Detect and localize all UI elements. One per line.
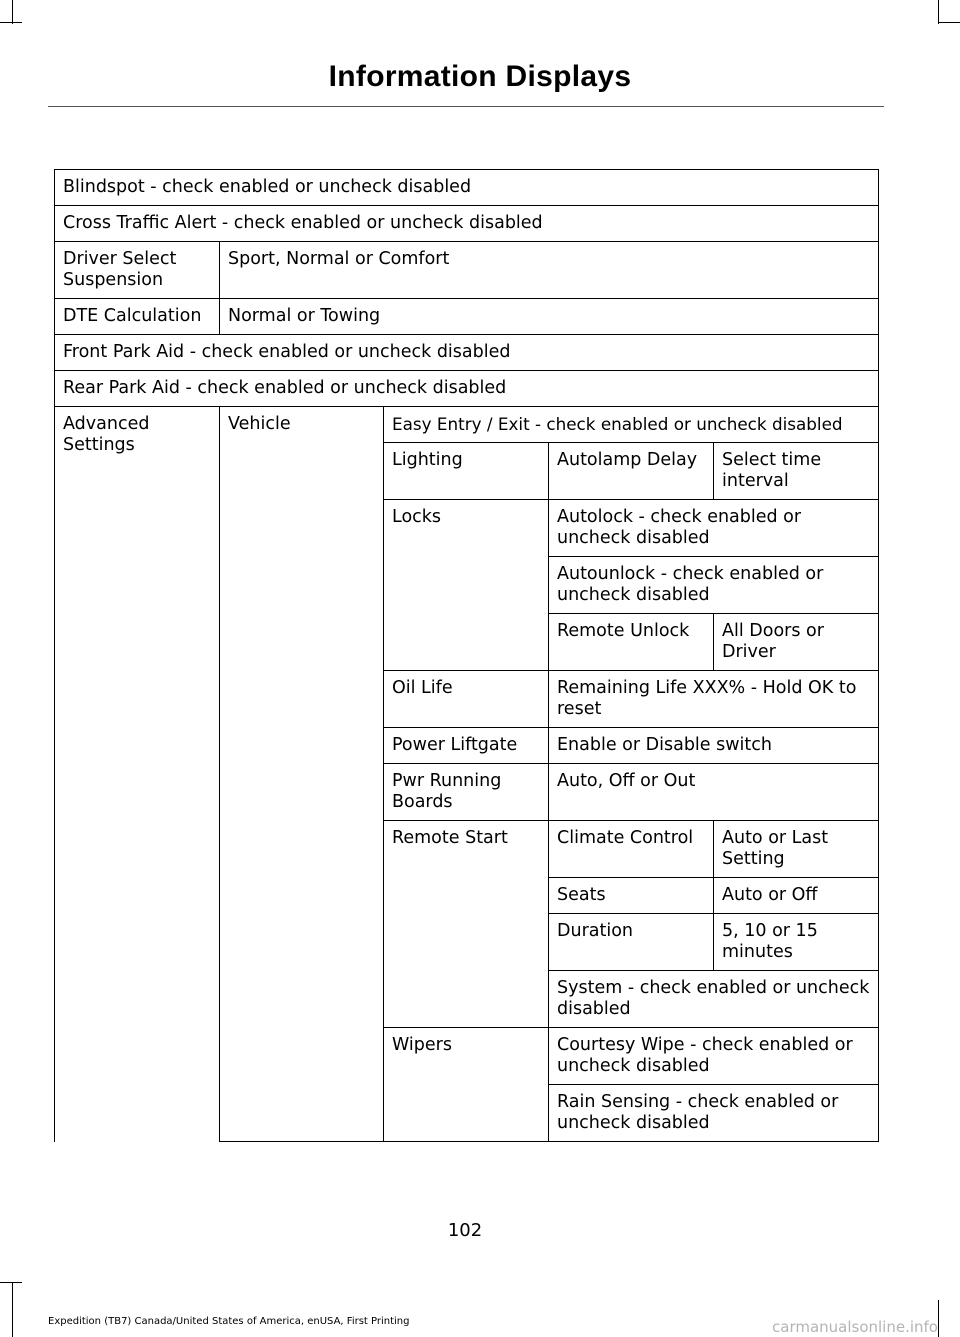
- table-cell: 5, 10 or 15 minutes: [714, 914, 879, 971]
- table-cell: Duration: [549, 914, 714, 971]
- table-cell: Remote Start: [384, 821, 549, 1028]
- table-cell: Front Park Aid - check enabled or uncheck disabled: [55, 335, 879, 371]
- table-cell: Remaining Life XXX% - Hold OK to reset: [549, 671, 879, 728]
- table-cell: Cross Traffic Alert - check enabled or uncheck disabled: [55, 206, 879, 242]
- table-cell: Courtesy Wipe - check enabled or uncheck disabled: [549, 1028, 879, 1085]
- crop-mark: [0, 22, 22, 23]
- table-cell: Auto or Last Setting: [714, 821, 879, 878]
- table-cell: DTE Calculation: [55, 299, 220, 335]
- table-cell: Sport, Normal or Comfort: [220, 242, 879, 299]
- table-cell: Locks: [384, 500, 549, 671]
- table-cell: Enable or Disable switch: [549, 728, 879, 764]
- table-cell: Seats: [549, 878, 714, 914]
- page-title: Information Displays: [328, 60, 632, 93]
- table-cell: Normal or Towing: [220, 299, 879, 335]
- table-row: [55, 371, 879, 407]
- crop-mark: [12, 0, 13, 24]
- table-cell: Pwr Running Boards: [384, 764, 549, 821]
- table-cell: Driver Select Suspension: [55, 242, 220, 299]
- watermark: carmanualsonline.info: [772, 1318, 938, 1336]
- crop-mark: [938, 1300, 939, 1337]
- settings-menu-table: [54, 169, 879, 1142]
- table-cell: Wipers: [384, 1028, 549, 1142]
- table-cell: Rear Park Aid - check enabled or uncheck disabled: [55, 371, 879, 407]
- crop-mark: [938, 22, 960, 23]
- table-cell: Autolamp Delay: [549, 443, 714, 500]
- table-cell: Select time interval: [714, 443, 879, 500]
- table-cell: Vehicle: [220, 407, 384, 1142]
- page-number: 102: [447, 1220, 483, 1241]
- footer-text: Expedition (TB7) Canada/United States of America, enUSA, First Printing: [48, 1316, 410, 1327]
- table-cell: Easy Entry / Exit - check enabled or uncheck disabled: [384, 407, 879, 443]
- table-row: [55, 407, 879, 443]
- table-cell: Autounlock - check enabled or uncheck disabled: [549, 557, 879, 614]
- header-rule: [48, 106, 884, 107]
- table-cell: Advanced Settings: [55, 407, 220, 1142]
- table-cell: Blindspot - check enabled or uncheck disabled: [55, 170, 879, 206]
- table-cell: Auto or Off: [714, 878, 879, 914]
- crop-mark: [0, 1282, 22, 1283]
- table-cell: Power Liftgate: [384, 728, 549, 764]
- table-cell: Lighting: [384, 443, 549, 500]
- table-cell: Autolock - check enabled or uncheck disabled: [549, 500, 879, 557]
- table-cell: Oil Life: [384, 671, 549, 728]
- table-row: [55, 335, 879, 371]
- crop-mark: [12, 1282, 13, 1337]
- table-cell: All Doors or Driver: [714, 614, 879, 671]
- table-cell: Auto, Off or Out: [549, 764, 879, 821]
- table-cell: Rain Sensing - check enabled or uncheck disabled: [549, 1085, 879, 1142]
- crop-mark: [938, 0, 939, 24]
- table-cell: Climate Control: [549, 821, 714, 878]
- table-row: [55, 242, 879, 299]
- table-cell: System - check enabled or uncheck disabled: [549, 971, 879, 1028]
- table-cell: Remote Unlock: [549, 614, 714, 671]
- table-row: [55, 299, 879, 335]
- table-row: [55, 206, 879, 242]
- table-row: [55, 170, 879, 206]
